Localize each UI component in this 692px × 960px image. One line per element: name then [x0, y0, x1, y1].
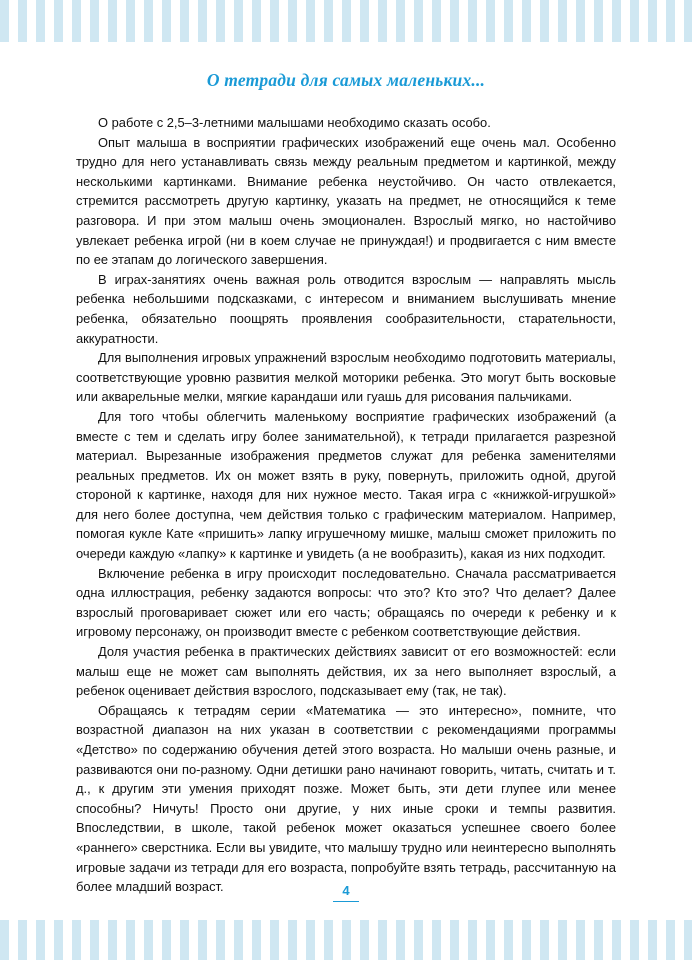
page-number: 4 — [333, 883, 359, 902]
paragraph: В играх-занятиях очень важная роль отводится взрослым — направлять мысль ребенка небольшими подсказками, с интересом и вниманием выслушивать мнение ребенка, обязательно поощрять проявления сообразительности, старательности, аккуратности. — [76, 271, 616, 346]
paragraph: Включение ребенка в игру происходит последовательно. Сначала рассматривается одна иллюстрация, ребенку задаются вопросы: что это? Кто это? Что делает? Далее взрослый проговаривает сюжет или его часть; обращаясь по очереди к ребенку и к игровому персонажу, он производит вместе с ребенком соответствующие действия. — [76, 565, 616, 640]
decorative-stripe-band-top — [0, 0, 692, 42]
paragraph: О работе с 2,5–3-летними малышами необходимо сказать особо. — [98, 115, 491, 130]
paragraph: Для выполнения игровых упражнений взрослым необходимо подготовить материалы, соответствующие уровню развития мелкой моторики ребенка. Это могут быть восковые или акварельные мелки, мягкие карандаши или гуашь для рисования пальчиками. — [76, 350, 616, 405]
paragraph: Опыт малыша в восприятии графических изображений еще очень мал. Особенно трудно для него устанавливать связь между реальным предметом и картинкой, между несколькими картинками. Внимание ребенка неустойчиво. Он часто отвлекается, стремится рассмотреть другую картинку, указать на предмет, не относящийся к теме разговора. И при этом малыш очень эмоционален. Взрослый мягко, но настойчиво увлекает ребенка игрой (ни в коем случае не принуждая!) и продвигается с ним вместе по ее этапам до логического завершения. — [76, 134, 616, 268]
paragraph: Для того чтобы облегчить маленькому восприятие графических изображений (а вместе с тем и сделать игру более занимательной), к тетради прилагается разрезной материал. Вырезанные изображения предметов служат для ребенка заменителями реальных предметов. Их он может взять в руку, повернуть, приложить одной, другой стороной к картинке, находя для них нужное место. Такая игра с «книжкой-игрушкой» для него более доступна, чем действия только с графическим материалом. Например, помогая кукле Кате «пришить» лапку игрушечному мишке, малыш сможет приложить по очереди каждую «лапку» к картинке и увидеть (а не вообразить), какая из них подходит. — [76, 408, 616, 562]
document-content — [76, 70, 616, 939]
page-number-container — [0, 882, 692, 902]
paragraph: Доля участия ребенка в практических действиях зависит от его возможностей: если малыш еще не может сам выполнять действия, их за него выполняет взрослый, а ребенок оценивает действия взрослого, подсказывает ему (так, не так). — [76, 644, 616, 699]
page-title: О тетради для самых маленьких... — [206, 70, 486, 90]
decorative-stripe-band-bottom — [0, 920, 692, 960]
paragraph: Обращаясь к тетрадям серии «Математика — это интересно», помните, что возрастной диапазон на них указан в соответствии с рекомендациями программы «Детство» по содержанию обучения детей этого возраста. Но малыши очень разные, и развиваются они по-разному. Одни детишки рано начинают говорить, читать, считать и т. д., к другим эти умения приходят позже. Может быть, эти дети глупее или менее способны? Ничуть! Просто они другие, у них иные сроки и темпы развития. Впоследствии, в школе, такой ребенок может оказаться успешнее своего более «раннего» сверстника. Если вы увидите, что малышу трудно или неинтересно выполнять игровые задачи из тетради для его возраста, попробуйте взять тетрадь, рассчитанную на более младший возраст. — [76, 702, 616, 895]
